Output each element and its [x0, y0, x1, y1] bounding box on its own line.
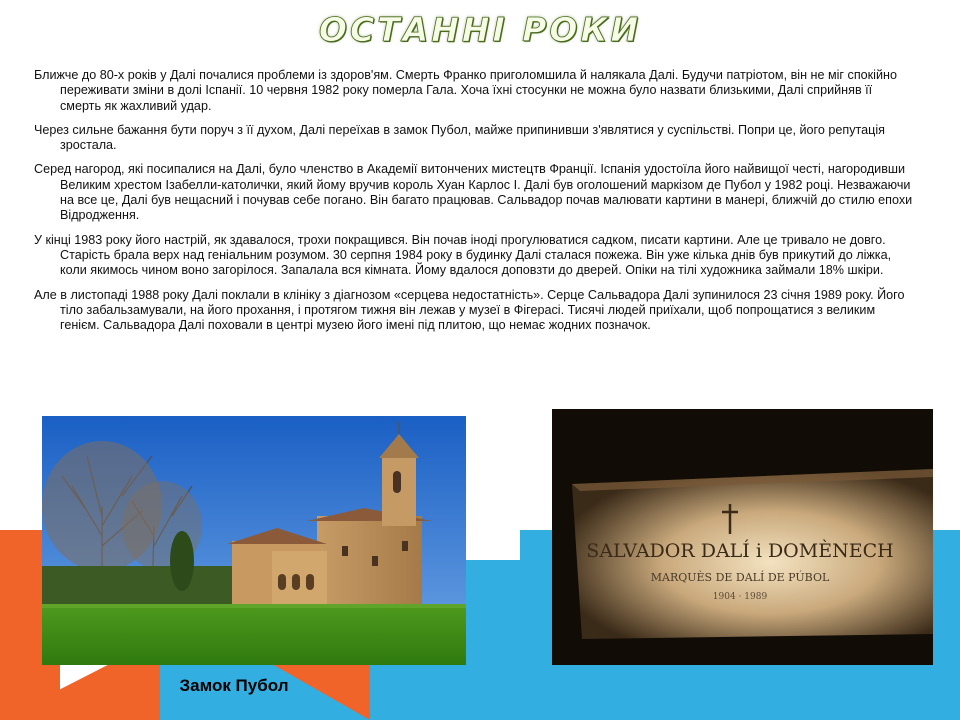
paragraph-fire: У кінці 1983 року його настрій, як здавалося, трохи покращився. Він почав іноді прогулюватися садком, писати картини. Але це тривало не довго. Старість брала верх над геніальним розумом. 30 серпня 1984 року в будинку Далі сталася пожежа. Він уже кілька днів був прикутий до ліжка, коли якимось чином воно загорілося. Запалала вся кімната. Йому вдалося доповзти до дверей. Опіки на тілі художника займали 18% шкіри.	[34, 232, 892, 278]
dali-tomb-photo	[552, 409, 933, 665]
tomb-inscription-years: 1904 · 1989	[712, 592, 768, 602]
slide-body	[34, 68, 914, 342]
slide-title: ОСТАННІ РОКИ	[318, 10, 642, 49]
paragraph-health: Ближче до 80-х років у Далі почалися проблеми із здоров'ям. Смерть Франко приголомшила й налякала Далі. Будучи патріотом, він не міг спокійно переживати зміни в долі Іспанії. 10 червня 1982 року померла Гала. Хоча їхні стосунки не можна було назвати близькими, Далі сприйняв її смерть як жахливий удар.	[34, 68, 897, 113]
pubol-castle-photo	[42, 416, 466, 665]
tomb-inscription-title: MARQUÈS DE DALÍ DE PÚBOL	[650, 571, 830, 584]
castle-caption: Замок Пубол	[179, 676, 289, 695]
paragraph-death: Але в листопаді 1988 року Далі поклали в клініку з діагнозом «серцева недостатність». Серце Сальвадора Далі зупинилося 23 січня 1989 року. Його тіло забальзамували, на його прохання, і протягом тижня він лежав у музеї в Фігерасі. Тисячі людей приїхали, щоб попрощатися з великим генієм. Сальвадора Далі поховали в центрі музею його імені під плитою, що немає жодних позначок.	[34, 287, 905, 333]
tomb-inscription-name: SALVADOR DALÍ i DOMÈNECH	[586, 540, 894, 562]
paragraph-awards: Серед нагород, які посипалися на Далі, було членство в Академії витончених мистецтв Франції. Іспанія удостоїла його найвищої честі, нагородивши Великим хрестом Ізабелли-католички, який йому вручив король Хуан Карлос І. Далі був оголошений маркізом де Пубол у 1982 році. Незважаючи на все це, Далі був нещасний і почував себе погано. Він багато працював. Сальвадор почав малювати картини в манері, ближчій до стилю епохи Відродження.	[34, 162, 913, 223]
paragraph-pubol: Через сильне бажання бути поруч з її духом, Далі переїхав в замок Пубол, майже припинивши з'являтися у суспільстві. Попри це, його репутація зростала.	[34, 122, 885, 153]
